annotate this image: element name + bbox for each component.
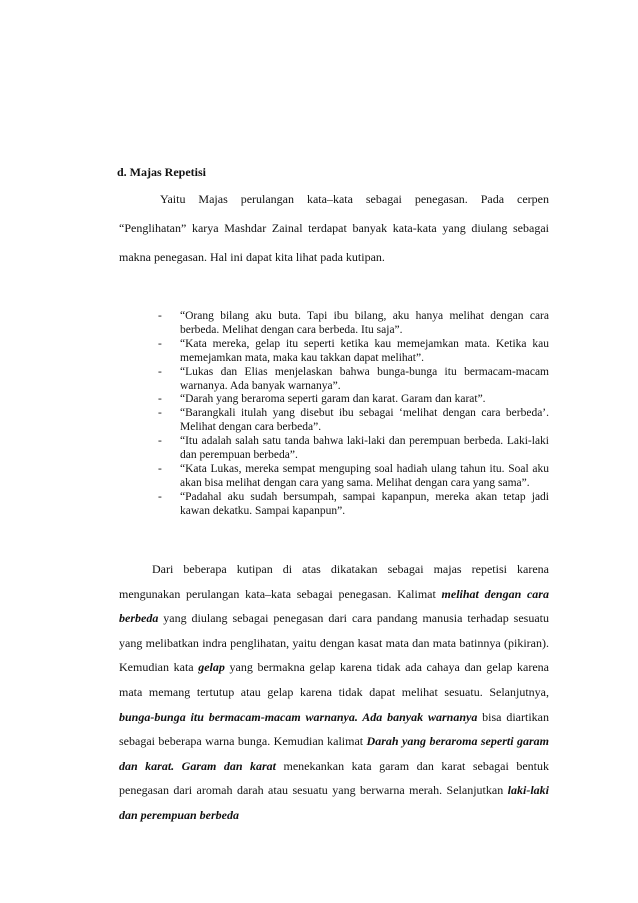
quote-text: “Darah yang beraroma seperti garam dan karat. Garam dan karat”. bbox=[180, 393, 486, 406]
paragraph-text: yang diulang sebagai penegasan dari cara pandang manusia terhadap sesuatu yang melibatkan indra penglihatan, yaitu dengan kasat mata dan mata batinnya (pikiran). Kemudian kata bbox=[119, 611, 549, 675]
quote-text: “Kata Lukas, mereka sempat menguping soal hadiah ulang tahun itu. Soal aku akan bisa melihat dengan cara yang sama. Melihat dengan cara yang sama”. bbox=[180, 462, 549, 489]
paragraph-text: Dari beberapa kutipan di atas dikatakan sebagai majas repetisi karena mengunakan perulangan kata–kata sebagai penegasan. Kalimat bbox=[119, 562, 549, 601]
bullet-dash: - bbox=[158, 462, 162, 475]
bullet-dash: - bbox=[158, 490, 162, 503]
quote-text: “Orang bilang aku buta. Tapi ibu bilang, aku hanya melihat dengan cara berbeda. Melihat dengan cara berbeda. Itu saja”. bbox=[180, 310, 549, 336]
intro-paragraph: Yaitu Majas perulangan kata–kata sebagai penegasan. Pada cerpen “Penglihatan” karya Mashdar Zainal terdapat banyak kata-kata yang diulang sebagai makna penegasan. Hal ini dapat kita lihat pada kutipan. bbox=[119, 192, 549, 264]
emphasis-phrase: Darah yang beraroma seperti garam dan karat. Garam dan karat bbox=[119, 734, 549, 773]
bullet-dash: - bbox=[158, 337, 162, 350]
list-item bbox=[155, 407, 549, 435]
quote-text: “Barangkali itulah yang disebut ibu sebagai ‘melihat dengan cara berbeda’. Melihat dengan cara berbeda”. bbox=[180, 407, 549, 434]
list-item bbox=[155, 393, 549, 407]
quote-text: “Lukas dan Elias menjelaskan bahwa bunga-bunga itu bermacam-macam warnanya. Ada banyak warnanya”. bbox=[180, 365, 549, 392]
emphasis-phrase: bunga-bunga itu bermacam-macam warnanya. Ada banyak warnanya bbox=[119, 709, 478, 724]
paragraph-text: menekankan kata garam dan karat sebagai bentuk penegasan dari aromah darah atau sesuatu yang berwarna merah. Selanjutkan bbox=[119, 758, 549, 798]
bullet-dash: - bbox=[158, 310, 162, 322]
emphasis-phrase: laki-laki dan perempuan berbeda bbox=[119, 783, 549, 822]
emphasis-phrase: gelap bbox=[198, 660, 225, 675]
bullet-dash: - bbox=[158, 393, 162, 406]
quote-list bbox=[155, 310, 549, 519]
list-item bbox=[155, 435, 549, 463]
bullet-dash: - bbox=[158, 435, 162, 448]
section-heading: d. Majas Repetisi bbox=[117, 165, 206, 179]
quote-text: “Padahal aku sudah bersumpah, sampai kapanpun, mereka akan tetap jadi kawan dekatku. Sampai kapanpun”. bbox=[180, 490, 549, 517]
list-item bbox=[155, 463, 549, 491]
bullet-dash: - bbox=[158, 407, 162, 420]
bullet-dash: - bbox=[158, 365, 162, 378]
list-item bbox=[155, 366, 549, 394]
quote-text: “Itu adalah salah satu tanda bahwa laki-laki dan perempuan berbeda. Laki-laki dan perempuan berbeda”. bbox=[180, 435, 549, 462]
list-item bbox=[155, 310, 549, 338]
paragraph-text: bisa diartikan sebagai beberapa warna bunga. Kemudian kalimat bbox=[119, 709, 549, 749]
list-item bbox=[155, 491, 549, 519]
analysis-paragraph bbox=[119, 557, 549, 828]
quote-text: “Kata mereka, gelap itu seperti ketika kau memejamkan mata. Ketika kau memejamkan mata, maka kau takkan dapat melihat”. bbox=[180, 337, 549, 364]
list-item bbox=[155, 338, 549, 366]
paragraph-text: yang bermakna gelap karena tidak ada cahaya dan gelap karena mata memang tertutup atau gelap karena tidak dapat melihat sesuatu. Selanjutnya, bbox=[119, 660, 549, 699]
emphasis-phrase: melihat dengan cara berbeda bbox=[119, 586, 549, 626]
